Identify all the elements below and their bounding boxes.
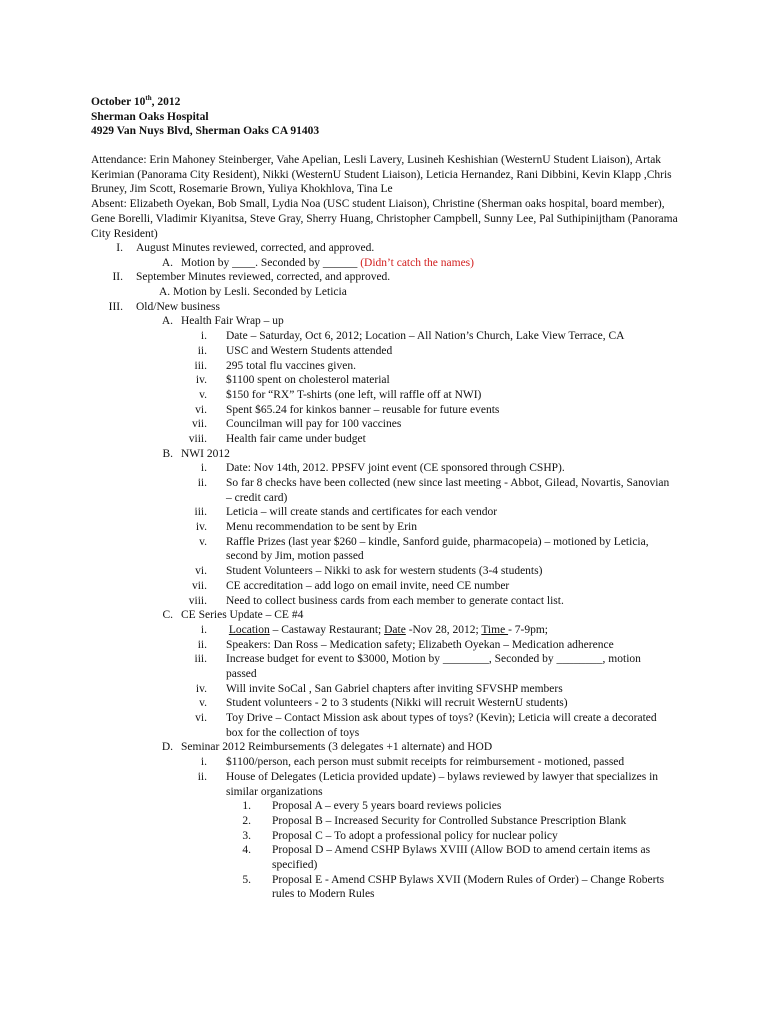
- list-item: 5. Proposal E - Amend CSHP Bylaws XVII (Modern Rules of Order) – Change Roberts rules to Modern Rules: [242, 873, 665, 901]
- list-item: 2. Proposal B – Increased Security for Controlled Substance Prescription Blank: [242, 814, 627, 827]
- list-item: iv. Menu recommendation to be sent by Erin: [195, 521, 417, 534]
- meeting-location: Sherman Oaks Hospital: [91, 110, 209, 123]
- list-item: I. August Minutes reviewed, corrected, and approved.: [116, 242, 375, 254]
- list-item: D. Seminar 2012 Reimbursements (3 delegates +1 alternate) and HOD: [161, 741, 493, 754]
- list-item: i. Location – Castaway Restaurant; Date -Nov 28, 2012; Time - 7-9pm;: [200, 623, 548, 636]
- list-item: A. Motion by Lesli. Seconded by Leticia: [159, 286, 347, 299]
- list-item: vii. Councilman will pay for 100 vaccines: [191, 418, 402, 431]
- list-item: 4. Proposal D – Amend CSHP Bylaws XVIII (Allow BOD to amend certain items as specified): [242, 844, 651, 871]
- list-item: i. Date – Saturday, Oct 6, 2012; Location – All Nation’s Church, Lake View Terrace, CA: [200, 330, 625, 343]
- list-item: viii. Need to collect business cards from each member to generate contact list.: [188, 594, 564, 607]
- list-item: A. Health Fair Wrap – up: [161, 315, 284, 328]
- list-item: vi. Toy Drive – Contact Mission ask about types of toys? (Kevin); Leticia will create a decorated box for the collection of toys: [195, 712, 657, 739]
- attendance-section: [91, 153, 681, 241]
- absent-list: Absent: Elizabeth Oyekan, Bob Small, Lydia Noa (USC student Liaison), Christine (Sherman oaks hospital, board member), Gene Borelli, Vladimir Kiyanitsa, Steve Gray, Sherry Huang, Christopher Campbell, Sunny Lee, Pal Suthipinijtham (Panorama City Resident): [91, 198, 678, 240]
- list-item: iii. Increase budget for event to $3000, Motion by ________, Seconded by ________, motion passed: [194, 653, 641, 680]
- list-item: v. Raffle Prizes (last year $260 – kindle, Sanford guide, pharmacopeia) – motioned by Leticia, second by Jim, motion passed: [199, 535, 649, 563]
- list-item: ii. House of Delegates (Leticia provided update) – bylaws reviewed by lawyer that specializes in similar organizations: [197, 770, 659, 798]
- list-item: iii. Leticia – will create stands and certificates for each vendor: [194, 506, 498, 519]
- list-item: ii. So far 8 checks have been collected (new since last meeting - Abbot, Gilead, Novartis, Sanovian – credit card): [197, 477, 670, 504]
- list-item: iii. 295 total flu vaccines given.: [194, 359, 356, 372]
- list-item: 3. Proposal C – To adopt a professional policy for nuclear policy: [242, 829, 558, 842]
- list-item: C. CE Series Update – CE #4: [162, 609, 304, 622]
- list-item: III. Old/New business: [108, 300, 221, 313]
- meeting-date: October 10th, 2012: [91, 94, 181, 108]
- list-item: A. Motion by ____. Seconded by ______ (Didn’t catch the names): [161, 256, 474, 269]
- list-item: ii. USC and Western Students attended: [197, 344, 393, 357]
- list-item: ii. Speakers: Dan Ross – Medication safety; Elizabeth Oyekan – Medication adherence: [197, 638, 614, 651]
- document-header: [91, 95, 319, 139]
- list-item: iv. Will invite SoCal , San Gabriel chapters after inviting SFVSHP members: [195, 682, 563, 695]
- list-item: II. September Minutes reviewed, corrected, and approved.: [112, 271, 391, 284]
- list-item: iv. $1100 spent on cholesterol material: [195, 374, 390, 387]
- list-item: B. NWI 2012: [162, 447, 230, 460]
- list-item: i. Date: Nov 14th, 2012. PPSFV joint event (CE sponsored through CSHP).: [200, 462, 565, 475]
- minutes-outline: [91, 241, 691, 902]
- attendance-list: Attendance: Erin Mahoney Steinberger, Vahe Apelian, Lesli Lavery, Lusineh Keshishian (WesternU Student Liaison), Artak Kerimian (Panorama City Resident), Nikki (WesternU Student Liaison), Leticia Hernandez, Rani Dibbini, Kevin Klapp ,Chris Bruney, Jim Scott, Rosemarie Brown, Yuliya Khokhlova, Tina Le: [91, 154, 672, 196]
- list-item: vi. Student Volunteers – Nikki to ask for western students (3-4 students): [195, 565, 543, 578]
- meeting-address: 4929 Van Nuys Blvd, Sherman Oaks CA 91403: [91, 125, 320, 138]
- list-item: 1. Proposal A – every 5 years board reviews policies: [242, 800, 502, 813]
- list-item: vii. CE accreditation – add logo on email invite, need CE number: [191, 579, 510, 592]
- list-item: i. $1100/person, each person must submit receipts for reimbursement - motioned, passed: [200, 756, 625, 769]
- missing-names-note: (Didn’t catch the names): [360, 256, 474, 269]
- list-item: v. Student volunteers - 2 to 3 students (Nikki will recruit WesternU students): [199, 697, 568, 710]
- list-item: viii. Health fair came under budget: [188, 432, 366, 445]
- list-item: v. $150 for “RX” T-shirts (one left, will raffle off at NWI): [199, 388, 482, 401]
- list-item: vi. Spent $65.24 for kinkos banner – reusable for future events: [195, 403, 500, 416]
